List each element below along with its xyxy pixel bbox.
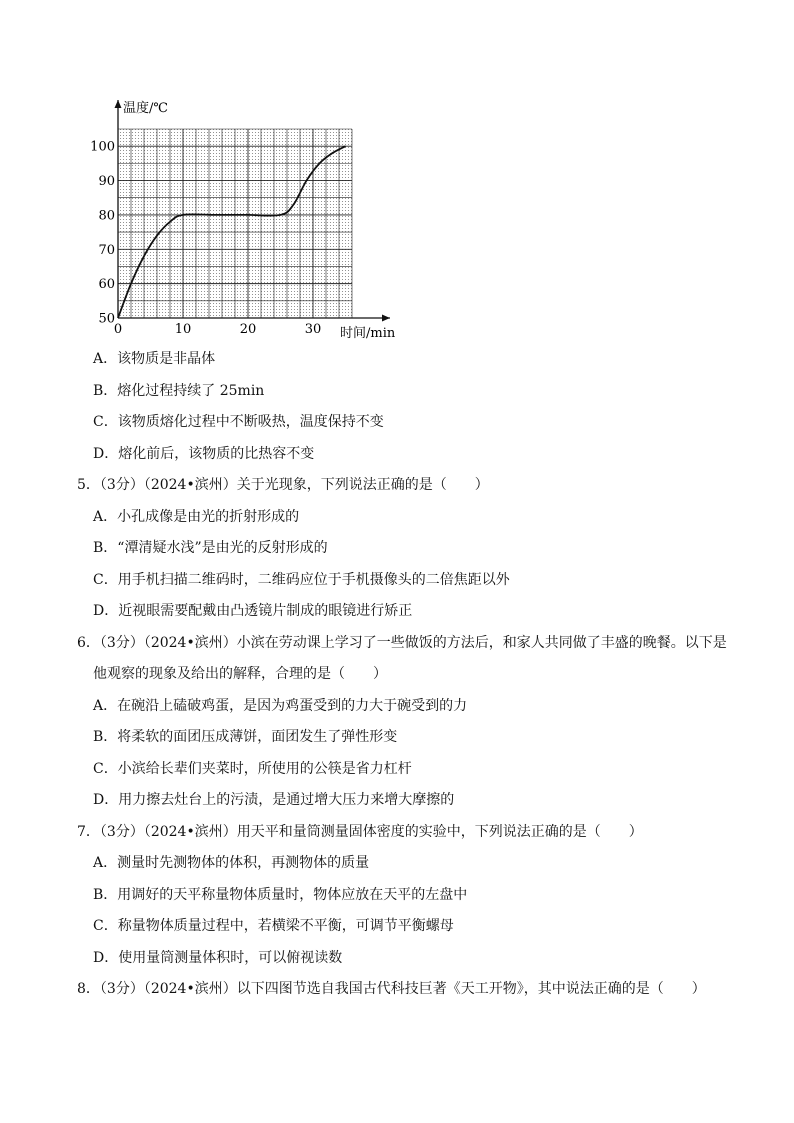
- y-tick-label: 60: [98, 277, 115, 293]
- q6-option-d: D．用力擦去灶台上的污渍，是通过增大压力来增大摩擦的: [93, 792, 455, 808]
- x-tick-label: 30: [304, 322, 322, 337]
- x-tick-label: 20: [239, 322, 257, 337]
- q5-option-b: B．“潭清疑水浅”是由光的反射形成的: [93, 540, 328, 556]
- q6-option-b: B．将柔软的面团压成薄饼，面团发生了弹性形变: [93, 729, 398, 745]
- chart-grid: [118, 129, 352, 318]
- x-axis-label: 时间/min: [340, 326, 396, 341]
- question-7-stem: 7．（3分）（2024•滨州）用天平和量筒测量固体密度的实验中，下列说法正确的是（ ）: [77, 824, 643, 840]
- q7-option-d: D．使用量筒测量体积时，可以俯视读数: [93, 950, 343, 966]
- question-6-stem: 6．（3分）（2024•滨州）小滨在劳动课上学习了一些做饭的方法后，和家人共同做了丰盛的晚餐。以下是: [77, 635, 727, 651]
- x-tick-label: 0: [113, 322, 123, 337]
- y-tick-label: 100: [90, 139, 115, 155]
- y-tick-label: 80: [98, 208, 115, 224]
- q7-option-c: C．称量物体质量过程中，若横梁不平衡，可调节平衡螺母: [93, 918, 454, 934]
- q5-option-a: A．小孔成像是由光的折射形成的: [93, 509, 300, 525]
- y-tick-label: 70: [98, 242, 115, 258]
- temperature-time-chart: [90, 92, 415, 347]
- q7-option-b: B．用调好的天平称量物体质量时，物体应放在天平的左盘中: [93, 887, 468, 903]
- y-axis-label: 温度/℃: [123, 101, 168, 116]
- y-tick-label: 50: [98, 311, 115, 327]
- question-5-stem: 5．（3分）（2024•滨州）关于光现象，下列说法正确的是（ ）: [77, 477, 489, 493]
- x-tick-label: 10: [174, 322, 192, 337]
- x-axis-arrow: [382, 315, 390, 322]
- y-tick-label: 90: [98, 174, 115, 190]
- y-axis-arrow: [115, 100, 122, 108]
- question-8-stem: 8．（3分）（2024•滨州）以下四图节选自我国古代科技巨著《天工开物》，其中说法正确的是（ ）: [77, 981, 706, 997]
- q6-option-c: C．小滨给长辈们夹菜时，所使用的公筷是省力杠杆: [93, 761, 412, 777]
- q4-option-d: D．熔化前后，该物质的比热容不变: [93, 446, 315, 462]
- q7-option-a: A．测量时先测物体的体积，再测物体的质量: [93, 855, 370, 871]
- q6-option-a: A．在碗沿上磕破鸡蛋，是因为鸡蛋受到的力大于碗受到的力: [93, 698, 468, 714]
- q4-option-b: B．熔化过程持续了 25min: [93, 383, 265, 399]
- q5-option-d: D．近视眼需要配戴由凸透镜片制成的眼镜进行矫正: [93, 603, 413, 619]
- q5-option-c: C．用手机扫描二维码时，二维码应位于手机摄像头的二倍焦距以外: [93, 572, 510, 588]
- q4-option-c: C．该物质熔化过程中不断吸热，温度保持不变: [93, 414, 384, 430]
- q4-option-a: A．该物质是非晶体: [93, 351, 216, 367]
- question-6-stem-cont: 他观察的现象及给出的解释，合理的是（ ）: [93, 666, 387, 682]
